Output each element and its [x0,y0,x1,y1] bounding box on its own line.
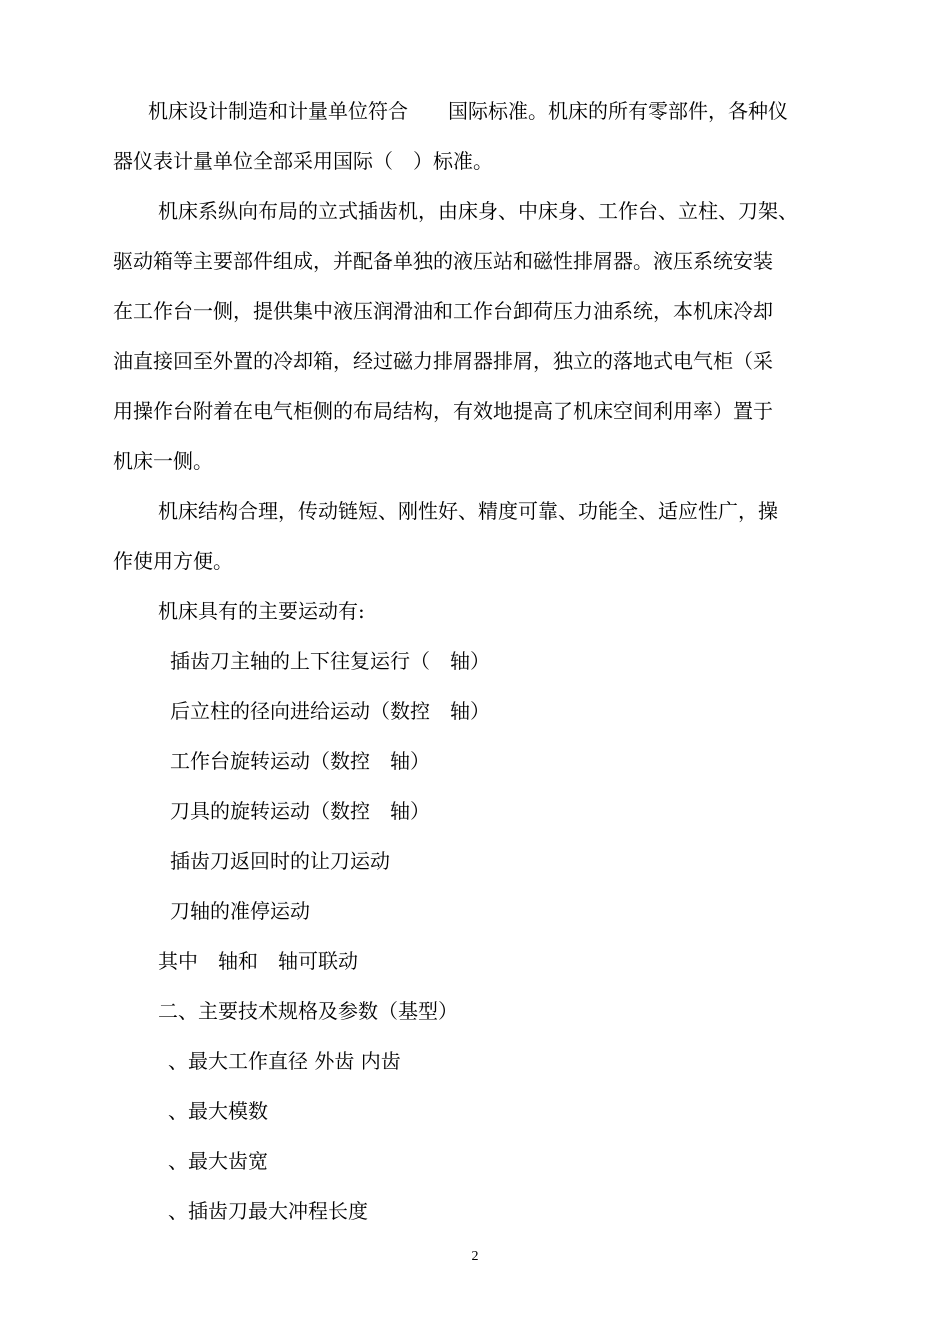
paragraph-4-line-1: 机床具有的主要运动有: [158,599,365,623]
linkage-note: 其中 轴和 轴可联动 [158,949,358,973]
spec-item: 、最大工作直径 外齿 内齿 [168,1049,401,1073]
spec-item: 、插齿刀最大冲程长度 [168,1199,368,1223]
motion-item: 刀轴的准停运动 [170,899,310,923]
paragraph-3-line-1: 机床结构合理，传动链短、刚性好、精度可靠、功能全、适应性广，操 [158,499,778,523]
paragraph-3-line-2: 作使用方便。 [113,549,233,573]
spec-item: 、最大模数 [168,1099,268,1123]
motion-item: 插齿刀主轴的上下往复运行（ 轴） [170,649,490,673]
motion-item: 后立柱的径向进给运动（数控 轴） [170,699,490,723]
motion-item: 插齿刀返回时的让刀运动 [170,849,390,873]
paragraph-1-line-1: 机床设计制造和计量单位符合 国际标准。机床的所有零部件，各种仪 [148,99,788,123]
paragraph-2-line-5: 用操作台附着在电气柜侧的布局结构，有效地提高了机床空间利用率）置于 [113,399,773,423]
motion-item: 刀具的旋转运动（数控 轴） [170,799,430,823]
paragraph-2-line-3: 在工作台一侧，提供集中液压润滑油和工作台卸荷压力油系统，本机床冷却 [113,299,773,323]
paragraph-2-line-4: 油直接回至外置的冷却箱，经过磁力排屑器排屑，独立的落地式电气柜（采 [113,349,773,373]
paragraph-2-line-6: 机床一侧。 [113,449,213,473]
paragraph-2-line-1: 机床系纵向布局的立式插齿机，由床身、中床身、工作台、立柱、刀架、 [158,199,798,223]
motion-item: 工作台旋转运动（数控 轴） [170,749,430,773]
paragraph-2-line-2: 驱动箱等主要部件组成，并配备单独的液压站和磁性排屑器。液压系统安装 [113,249,773,273]
paragraph-1-line-2: 器仪表计量单位全部采用国际（ ）标准。 [113,149,493,173]
section-heading: 二、主要技术规格及参数（基型） [158,999,458,1023]
page-number: 2 [471,1249,479,1264]
spec-item: 、最大齿宽 [168,1149,268,1173]
